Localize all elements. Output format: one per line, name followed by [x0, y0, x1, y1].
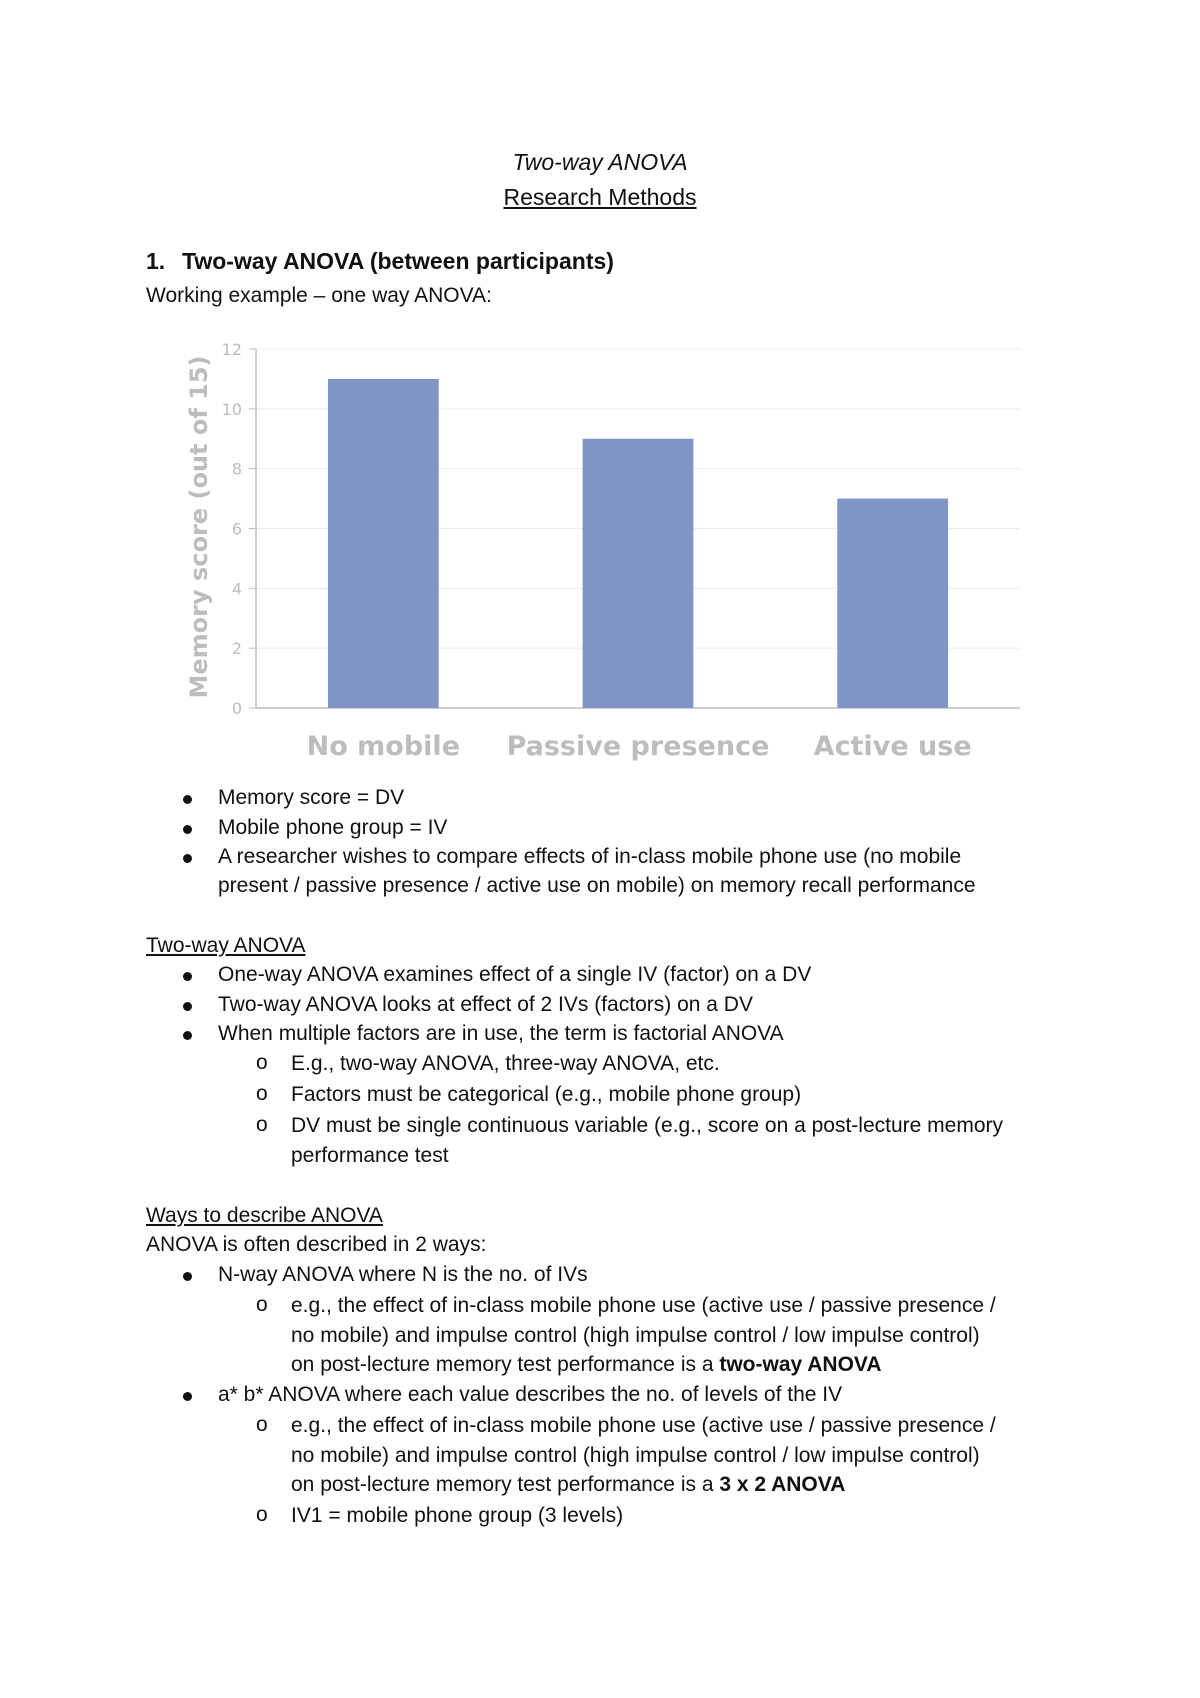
bullet-dot	[183, 825, 192, 834]
y-axis-label: Memory score (out of 15)	[185, 355, 213, 699]
bullet-item: Two-way ANOVA looks at effect of 2 IVs (factors) on a DV	[218, 993, 753, 1016]
sub-bullet-item-continuation: no mobile) and impulse control (high impulse control / low impulse control)	[291, 1444, 980, 1467]
document-subtitle: Research Methods	[503, 184, 697, 210]
sub-bullet-marker: o	[256, 1293, 268, 1316]
bullet-item: When multiple factors are in use, the term is factorial ANOVA	[218, 1022, 784, 1045]
ways-intro: ANOVA is often described in 2 ways:	[146, 1233, 487, 1256]
bullet-item: A researcher wishes to compare effects of in-class mobile phone use (no mobile	[218, 845, 962, 868]
document-title: Two-way ANOVA	[512, 149, 688, 175]
sub-bullet-marker: o	[256, 1082, 268, 1105]
bullet-item: Memory score = DV	[218, 786, 405, 809]
sub-bullet-item: e.g., the effect of in-class mobile phone use (active use / passive presence /	[291, 1294, 996, 1317]
bullet-dot	[183, 1002, 192, 1011]
y-tick-label: 2	[231, 639, 242, 659]
bullet-dot	[183, 1272, 192, 1281]
sub-bullet-item-continuation: no mobile) and impulse control (high impulse control / low impulse control)	[291, 1324, 980, 1347]
bar-no-mobile	[328, 379, 439, 708]
sub-bullet-marker: o	[256, 1503, 268, 1526]
bullet-dot	[183, 795, 192, 804]
x-category-label: Active use	[813, 731, 972, 762]
example-text: on post-lecture memory test performance is a	[291, 1353, 720, 1376]
example-bold-term: two-way ANOVA	[719, 1353, 882, 1376]
sub-bullet-item: Factors must be categorical (e.g., mobile phone group)	[291, 1083, 802, 1106]
section-heading-text: Two-way ANOVA (between participants)	[182, 248, 614, 274]
sub-bullet-item-continuation: performance test	[291, 1144, 449, 1167]
example-text: on post-lecture memory test performance is a	[291, 1473, 720, 1496]
sub-bullet-item-continuation	[291, 1353, 882, 1377]
x-category-label: Passive presence	[506, 731, 770, 762]
sub-bullet-item: e.g., the effect of in-class mobile phone use (active use / passive presence /	[291, 1414, 996, 1437]
bullet-dot	[183, 972, 192, 981]
bullet-item-continuation: present / passive presence / active use on mobile) on memory recall performance	[218, 874, 976, 897]
bullet-dot	[183, 1031, 192, 1040]
bar-chart	[0, 330, 1200, 770]
bullet-dot	[183, 854, 192, 863]
section-heading-1	[146, 248, 614, 275]
bar-passive-presence	[583, 439, 694, 708]
chart-y-ticks	[222, 340, 256, 718]
y-tick-label: 6	[231, 519, 242, 539]
sub-bullet-item: IV1 = mobile phone group (3 levels)	[291, 1504, 624, 1527]
y-tick-label: 0	[231, 699, 242, 718]
bullet-item: Mobile phone group = IV	[218, 816, 448, 839]
bullet-item: N-way ANOVA where N is the no. of IVs	[218, 1263, 588, 1286]
bar-active-use	[837, 499, 948, 708]
section-number: 1.	[146, 248, 166, 274]
bullet-dot	[183, 1392, 192, 1401]
example-bold-term: 3 x 2 ANOVA	[719, 1473, 846, 1496]
x-category-label: No mobile	[306, 731, 461, 762]
subheading-ways-to-describe: Ways to describe ANOVA	[146, 1204, 383, 1227]
sub-bullet-marker: o	[256, 1113, 268, 1136]
sub-bullet-marker: o	[256, 1413, 268, 1436]
working-example-intro: Working example – one way ANOVA:	[146, 284, 492, 307]
sub-bullet-marker: o	[256, 1051, 268, 1074]
bullet-item: a* b* ANOVA where each value describes the no. of levels of the IV	[218, 1383, 843, 1406]
y-tick-label: 8	[231, 459, 242, 479]
y-tick-label: 10	[221, 399, 242, 419]
subheading-two-way-anova: Two-way ANOVA	[146, 934, 306, 957]
y-tick-label: 4	[231, 579, 242, 599]
chart-bars	[328, 379, 948, 708]
bullet-item: One-way ANOVA examines effect of a single IV (factor) on a DV	[218, 963, 812, 986]
sub-bullet-item-continuation	[291, 1473, 845, 1497]
sub-bullet-item: DV must be single continuous variable (e.g., score on a post-lecture memory	[291, 1114, 1004, 1137]
y-tick-label: 12	[221, 340, 242, 359]
sub-bullet-item: E.g., two-way ANOVA, three-way ANOVA, etc.	[291, 1052, 720, 1075]
chart-x-labels	[307, 731, 972, 762]
